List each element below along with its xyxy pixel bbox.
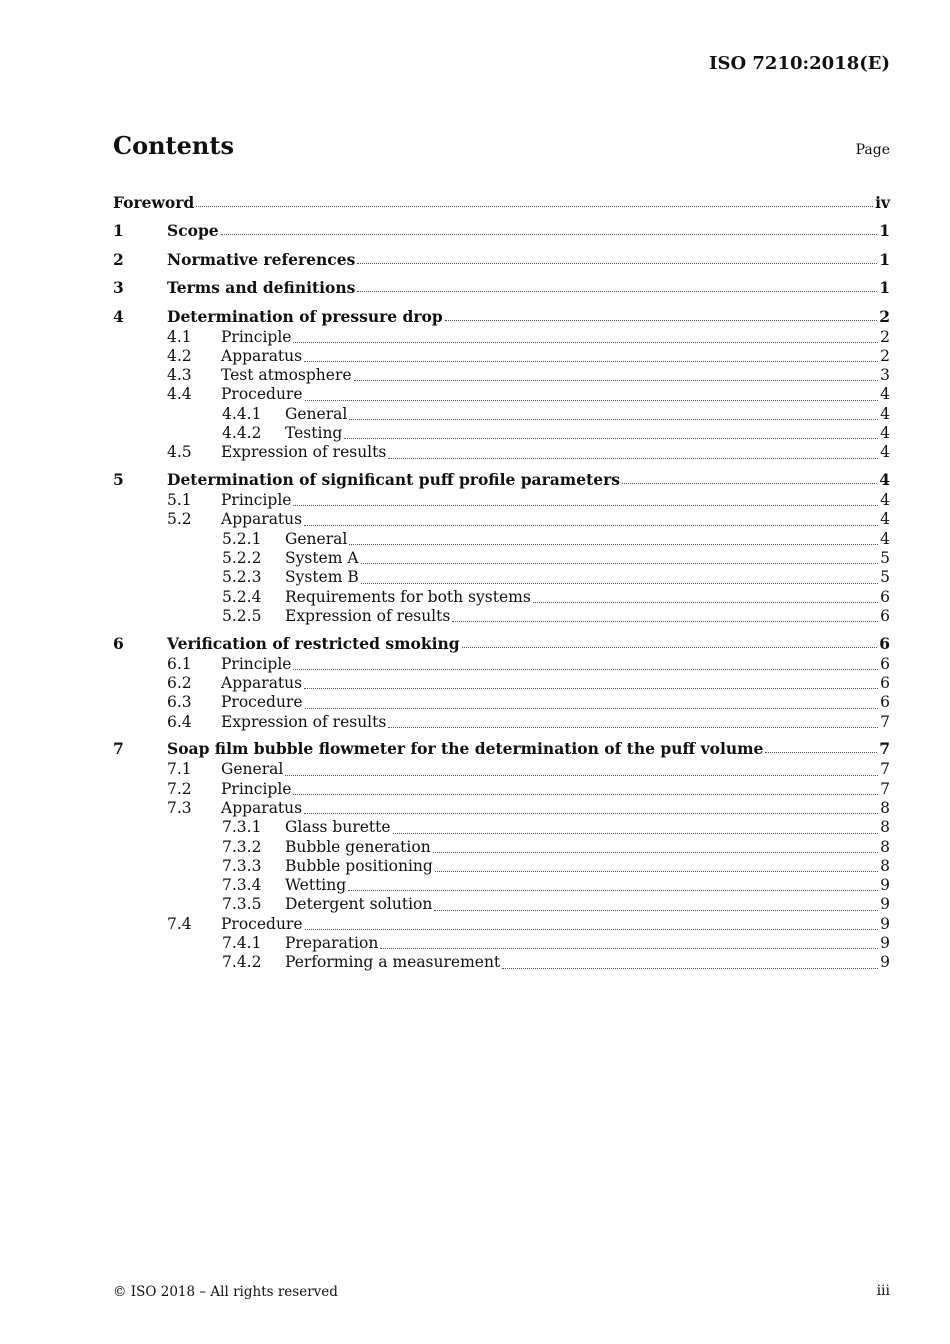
toc-entry-title: General [285, 404, 348, 423]
toc-entry-number: 2 [113, 249, 124, 269]
toc-entry[interactable] [113, 876, 890, 895]
toc-entry-title: General [285, 529, 348, 548]
toc-entry-title: Performing a measurement [285, 953, 501, 972]
toc-entry[interactable] [113, 271, 890, 300]
toc-entry[interactable] [113, 799, 890, 818]
toc-dot-leader [502, 967, 878, 969]
toc-entry-title: Principle [221, 654, 292, 673]
toc-entry-title: Expression of results [285, 606, 451, 625]
toc-entry-number: 4.5 [167, 443, 192, 462]
toc-entry[interactable] [113, 463, 890, 492]
toc-entry-title: General [221, 760, 284, 779]
toc-entry-page: 2 [880, 346, 890, 365]
toc-entry[interactable] [113, 185, 890, 214]
toc-dot-leader [305, 707, 879, 709]
toc-entry-number: 5.2.1 [222, 529, 262, 548]
toc-entry-page: 6 [880, 587, 890, 606]
toc-entry-title: Terms and definitions [167, 278, 356, 297]
toc-entry[interactable] [113, 443, 890, 462]
toc-entry-page: 9 [880, 876, 890, 895]
toc-dot-leader [361, 582, 878, 584]
toc-entry-page: 9 [880, 914, 890, 933]
toc-entry-page: 4 [880, 510, 890, 529]
toc-entry-number: 7.3.3 [222, 856, 262, 875]
toc-entry-title: Normative references [167, 249, 356, 269]
toc-entry[interactable] [113, 424, 890, 443]
toc-dot-leader [388, 726, 878, 728]
toc-entry-title: Preparation [285, 934, 379, 953]
toc-entry[interactable] [113, 491, 890, 510]
toc-dot-leader [393, 832, 879, 834]
toc-entry[interactable] [113, 895, 890, 914]
toc-entry-title: Determination of pressure drop [167, 306, 443, 326]
toc-entry-number: 7.3 [167, 798, 192, 817]
toc-dot-leader [304, 687, 878, 689]
toc-entry-title: Principle [221, 491, 292, 510]
toc-entry-title: Foreword [113, 192, 195, 212]
toc-entry-title: Glass burette [285, 818, 391, 837]
toc-entry-number: 7.2 [167, 779, 192, 798]
toc-entry-number: 4.4 [167, 385, 192, 404]
toc-dot-leader [349, 543, 878, 545]
toc-entry-title: Bubble positioning [285, 856, 433, 875]
toc-entry-number: 7.3.5 [222, 895, 262, 914]
toc-entry-page: 6 [880, 606, 890, 625]
toc-entry-page: 2 [879, 306, 890, 326]
toc-entry-title: Testing [285, 423, 343, 442]
toc-entry[interactable] [113, 588, 890, 607]
toc-dot-leader [304, 360, 878, 362]
toc-entry-page: 1 [879, 221, 890, 240]
toc-entry-page: 2 [880, 327, 890, 346]
toc-dot-leader [462, 646, 878, 648]
toc-entry-number: 6 [113, 633, 124, 653]
toc-entry-page: 7 [880, 779, 890, 798]
toc-entry[interactable] [113, 713, 890, 732]
toc-entry-number: 6.1 [167, 654, 192, 673]
toc-entry[interactable] [113, 934, 890, 953]
toc-entry-number: 4 [113, 306, 124, 326]
toc-dot-leader [361, 562, 879, 564]
toc-entry-number: 7 [113, 739, 124, 759]
toc-dot-leader [304, 812, 878, 814]
toc-dot-leader [434, 909, 878, 911]
toc-dot-leader [304, 524, 878, 526]
toc-entry-title: Requirements for both systems [285, 587, 531, 606]
toc-entry[interactable] [113, 299, 890, 328]
toc-entry-number: 5.1 [167, 491, 192, 510]
toc-entry-page: 5 [880, 568, 890, 587]
toc-entry-title: Apparatus [221, 798, 303, 817]
toc-entry[interactable] [113, 530, 890, 549]
toc-entry-title: Verification of restricted smoking [167, 633, 460, 653]
toc-dot-leader [533, 601, 878, 603]
toc-entry-page: 7 [880, 760, 890, 779]
toc-dot-leader [433, 851, 878, 853]
toc-dot-leader [349, 418, 878, 420]
toc-entry[interactable] [113, 385, 890, 404]
toc-entry-page: 1 [879, 278, 890, 297]
toc-dot-leader [765, 751, 877, 753]
page-column-heading: Page [855, 142, 890, 158]
toc-dot-leader [380, 947, 878, 949]
toc-entry[interactable] [113, 953, 890, 972]
toc-entry-page: 7 [880, 712, 890, 731]
toc-entry-page: iv [875, 192, 890, 212]
toc-entry[interactable] [113, 366, 890, 385]
toc-dot-leader [388, 457, 878, 459]
toc-entry-number: 6.3 [167, 693, 192, 712]
toc-entry[interactable] [113, 818, 890, 837]
toc-entry[interactable] [113, 915, 890, 934]
toc-dot-leader [293, 341, 878, 343]
toc-entry-number: 3 [113, 278, 124, 297]
toc-entry-page: 4 [879, 470, 890, 490]
toc-entry-title: Soap film bubble flowmeter for the determination of the puff volume [167, 739, 764, 759]
toc-entry[interactable] [113, 242, 890, 271]
toc-entry-title: Apparatus [221, 510, 303, 529]
toc-entry-number: 7.3.4 [222, 876, 262, 895]
toc-entry[interactable] [113, 568, 890, 587]
toc-dot-leader [435, 870, 878, 872]
toc-entry-number: 5.2 [167, 510, 192, 529]
toc-dot-leader [357, 290, 877, 292]
toc-entry[interactable] [113, 510, 890, 529]
footer-page-number: iii [876, 1283, 890, 1299]
toc-entry-number: 7.4.2 [222, 953, 262, 972]
toc-entry-title: Detergent solution [285, 895, 433, 914]
toc-entry-page: 4 [880, 404, 890, 423]
toc-entry-title: Expression of results [221, 712, 387, 731]
toc-entry-title: Apparatus [221, 673, 303, 692]
table-of-contents [113, 185, 890, 973]
toc-entry-page: 4 [880, 423, 890, 442]
toc-entry-page: 6 [880, 673, 890, 692]
toc-dot-leader [344, 437, 878, 439]
toc-entry-number: 7.1 [167, 760, 192, 779]
toc-entry-page: 8 [880, 818, 890, 837]
toc-entry-page: 9 [880, 895, 890, 914]
toc-entry-title: Bubble generation [285, 837, 431, 856]
toc-entry-page: 6 [880, 654, 890, 673]
contents-title: Contents [113, 131, 234, 160]
toc-entry-number: 6.2 [167, 673, 192, 692]
toc-entry-number: 4.1 [167, 327, 192, 346]
toc-dot-leader [357, 262, 877, 264]
toc-dot-leader [221, 233, 878, 235]
footer-copyright: © ISO 2018 – All rights reserved [113, 1284, 338, 1300]
toc-entry-page: 8 [880, 856, 890, 875]
toc-entry-number: 4.4.1 [222, 404, 262, 423]
toc-entry-page: 4 [880, 529, 890, 548]
toc-entry[interactable] [113, 607, 890, 626]
toc-entry-number: 5.2.5 [222, 606, 262, 625]
toc-entry-title: Wetting [285, 876, 347, 895]
toc-entry-page: 6 [880, 693, 890, 712]
toc-entry-page: 4 [880, 443, 890, 462]
toc-entry-page: 3 [880, 366, 890, 385]
toc-entry-page: 8 [880, 837, 890, 856]
toc-entry-page: 5 [880, 548, 890, 567]
toc-entry-title: Expression of results [221, 443, 387, 462]
toc-entry-title: Principle [221, 327, 292, 346]
toc-entry-title: Determination of significant puff profile parameters [167, 470, 620, 490]
toc-dot-leader [354, 379, 879, 381]
toc-entry-number: 5.2.2 [222, 548, 262, 567]
toc-entry-title: System B [285, 568, 359, 587]
toc-entry[interactable] [113, 838, 890, 857]
toc-entry-title: System A [285, 548, 359, 567]
document-header-id: ISO 7210:2018(E) [709, 53, 890, 74]
toc-entry[interactable] [113, 405, 890, 424]
toc-dot-leader [622, 482, 877, 484]
toc-entry[interactable] [113, 328, 890, 347]
toc-entry-page: 9 [880, 934, 890, 953]
toc-entry-title: Procedure [221, 914, 303, 933]
toc-entry[interactable] [113, 549, 890, 568]
toc-entry[interactable] [113, 760, 890, 779]
toc-entry-title: Apparatus [221, 346, 303, 365]
toc-entry-page: 9 [880, 953, 890, 972]
toc-dot-leader [305, 928, 879, 930]
toc-entry-page: 7 [879, 739, 890, 759]
toc-entry-number: 7.3.1 [222, 818, 262, 837]
toc-dot-leader [445, 319, 877, 321]
toc-entry-number: 4.4.2 [222, 423, 262, 442]
toc-entry[interactable] [113, 732, 890, 761]
toc-entry[interactable] [113, 214, 890, 243]
toc-dot-leader [348, 889, 878, 891]
toc-entry[interactable] [113, 857, 890, 876]
toc-entry-page: 4 [880, 491, 890, 510]
toc-dot-leader [293, 793, 878, 795]
toc-entry-number: 5 [113, 470, 124, 490]
toc-entry-number: 4.3 [167, 366, 192, 385]
toc-entry-number: 4.2 [167, 346, 192, 365]
toc-entry-number: 5.2.3 [222, 568, 262, 587]
toc-entry[interactable] [113, 626, 890, 655]
toc-entry-number: 1 [113, 221, 124, 240]
toc-entry-page: 1 [879, 249, 890, 269]
toc-dot-leader [285, 774, 878, 776]
toc-entry-number: 7.3.2 [222, 837, 262, 856]
toc-entry-title: Procedure [221, 693, 303, 712]
toc-entry-number: 7.4.1 [222, 934, 262, 953]
toc-entry[interactable] [113, 693, 890, 712]
toc-entry[interactable] [113, 674, 890, 693]
toc-dot-leader [196, 205, 873, 207]
toc-entry-title: Procedure [221, 385, 303, 404]
toc-dot-leader [305, 399, 879, 401]
toc-entry-number: 5.2.4 [222, 587, 262, 606]
toc-entry[interactable] [113, 780, 890, 799]
toc-entry[interactable] [113, 347, 890, 366]
toc-dot-leader [452, 620, 878, 622]
toc-entry-title: Test atmosphere [221, 366, 352, 385]
toc-entry-page: 6 [879, 633, 890, 653]
toc-dot-leader [293, 504, 878, 506]
toc-entry-number: 7.4 [167, 914, 192, 933]
toc-entry[interactable] [113, 655, 890, 674]
toc-entry-page: 8 [880, 798, 890, 817]
toc-entry-title: Principle [221, 779, 292, 798]
toc-entry-title: Scope [167, 221, 219, 240]
toc-entry-number: 6.4 [167, 712, 192, 731]
toc-entry-page: 4 [880, 385, 890, 404]
toc-dot-leader [293, 668, 878, 670]
